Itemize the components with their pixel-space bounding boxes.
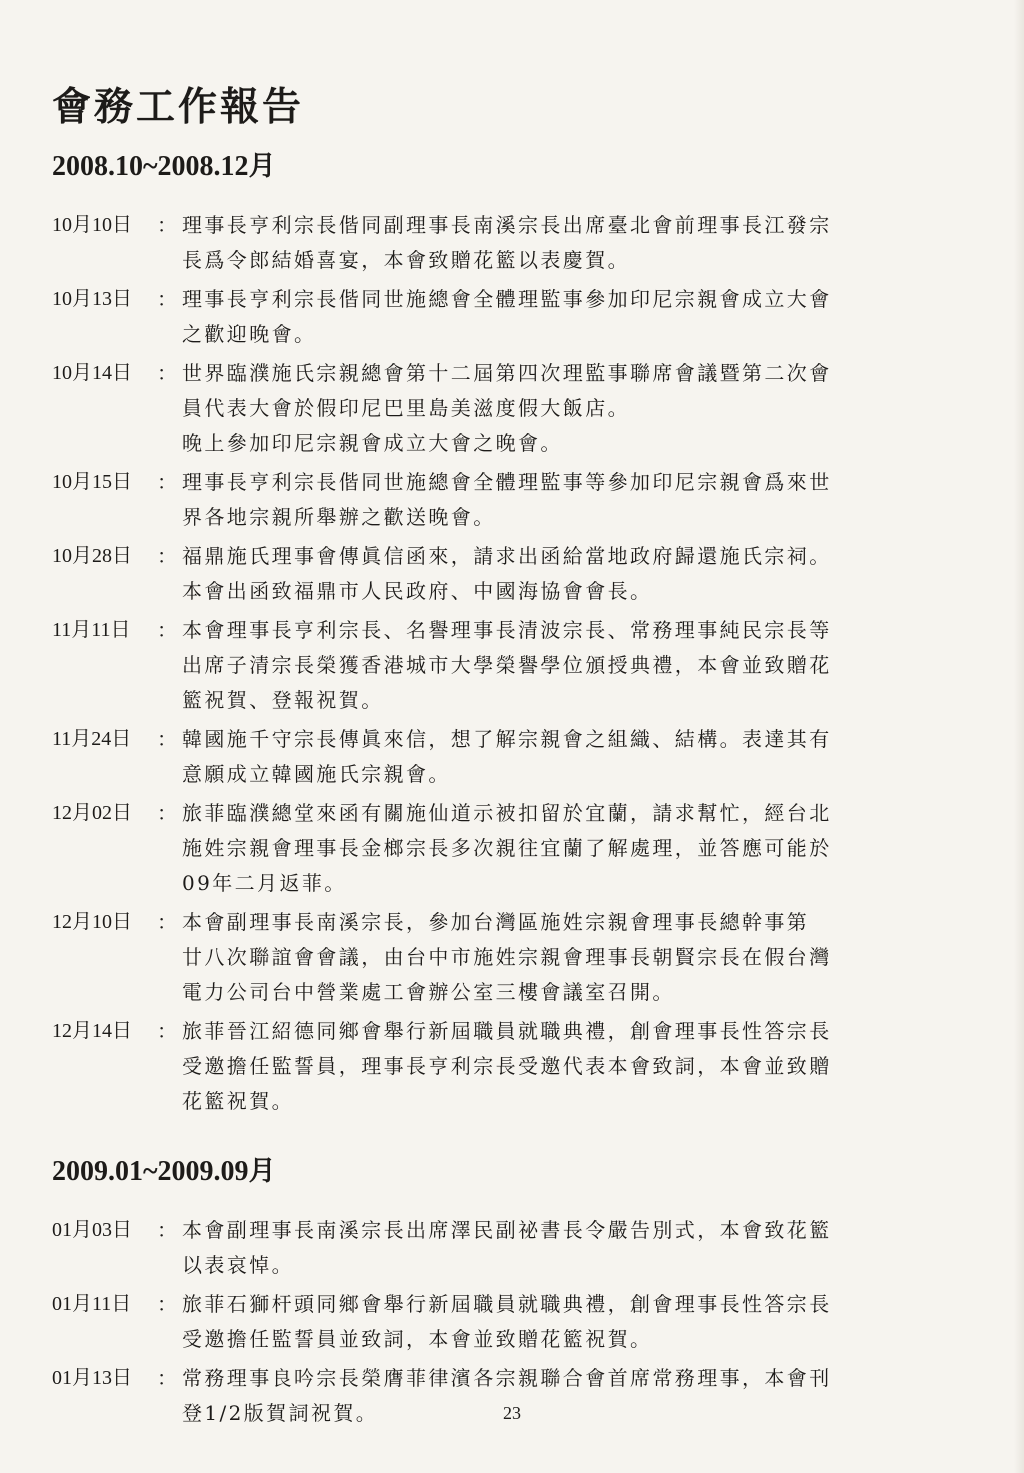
entry-text-line: 福鼎施氏理事會傳眞信函來，請求出函給當地政府歸還施氏宗祠。 — [182, 544, 832, 568]
entry-text-line: 理事長亨利宗長偕同世施總會全體理監事等參加印尼宗親會爲來世 — [182, 470, 832, 494]
entry-text — [178, 465, 942, 535]
list-item — [52, 282, 942, 352]
entry-text-line: 之歡迎晚會。 — [182, 322, 317, 346]
entry-separator: ： — [157, 1366, 177, 1390]
entry-text — [178, 905, 942, 1010]
entry-separator: ： — [157, 361, 177, 385]
entry-text-line: 出席子清宗長榮獲香港城市大學榮譽學位頒授典禮，本會並致贈花 — [182, 653, 832, 677]
page-binding-edge — [1014, 0, 1024, 1473]
section-period-heading — [52, 1155, 942, 1189]
entry-text-line: 09年二月返菲。 — [182, 871, 347, 895]
section-period-range: 2008.10~2008.12 — [52, 151, 249, 182]
entry-date: 01月11日 — [52, 1293, 132, 1315]
entry-text — [178, 796, 942, 901]
entry-text-line: 本會副理事長南溪宗長出席澤民副祕書長令嚴告別式，本會致花籃 — [182, 1218, 832, 1242]
list-item — [52, 208, 942, 278]
entry-date: 10月15日 — [52, 471, 132, 493]
entry-text-line: 旅菲晉江紹德同鄉會舉行新屆職員就職典禮，創會理事長性答宗長 — [182, 1019, 832, 1043]
entry-text-line: 晚上參加印尼宗親會成立大會之晚會。 — [182, 431, 563, 455]
entry-date: 12月14日 — [52, 1020, 132, 1042]
entry-text-line: 電力公司台中營業處工會辦公室三樓會議室召開。 — [182, 980, 675, 1004]
entry-separator: ： — [157, 1019, 177, 1043]
entry-list — [52, 1213, 942, 1431]
entry-separator: ： — [157, 801, 177, 825]
entry-separator: ： — [157, 213, 177, 237]
entry-text-line: 理事長亨利宗長偕同世施總會全體理監事參加印尼宗親會成立大會 — [182, 287, 832, 311]
document-page — [52, 84, 942, 1435]
entry-date: 11月11日 — [52, 619, 131, 641]
entry-text — [178, 282, 942, 352]
entry-text-line: 廿八次聯誼會會議，由台中市施姓宗親會理事長朝賢宗長在假台灣 — [182, 945, 832, 969]
entry-date: 10月10日 — [52, 214, 132, 236]
entry-text-line: 籃祝賀、登報祝賀。 — [182, 688, 384, 712]
entry-date: 10月14日 — [52, 362, 132, 384]
list-item — [52, 465, 942, 535]
entry-text — [178, 539, 942, 609]
entry-text-line: 登1/2版賀詞祝賀。 — [182, 1401, 379, 1425]
entry-separator: ： — [157, 1218, 177, 1242]
list-item — [52, 1213, 942, 1283]
page-number: 23 — [503, 1403, 521, 1423]
entry-text-line: 世界臨濮施氏宗親總會第十二屆第四次理監事聯席會議暨第二次會 — [182, 361, 832, 385]
entry-text — [178, 1213, 942, 1283]
entry-text-line: 韓國施千守宗長傳眞來信，想了解宗親會之組織、結構。表達其有 — [182, 727, 832, 751]
entry-date: 11月24日 — [52, 728, 132, 750]
entry-text-line: 理事長亨利宗長偕同副理事長南溪宗長出席臺北會前理事長江發宗 — [182, 213, 832, 237]
entry-text-line: 施姓宗親會理事長金榔宗長多次親往宜蘭了解處理，並答應可能於 — [182, 836, 832, 860]
list-item — [52, 613, 942, 718]
entry-text — [178, 1287, 942, 1357]
entry-text — [178, 613, 942, 718]
section-period-heading — [52, 150, 942, 184]
list-item — [52, 539, 942, 609]
entry-text-line: 本會出函致福鼎市人民政府、中國海協會會長。 — [182, 579, 653, 603]
entry-date: 10月28日 — [52, 545, 132, 567]
entry-separator: ： — [157, 544, 177, 568]
entry-date: 01月03日 — [52, 1219, 132, 1241]
section-period-range: 2009.01~2009.09 — [52, 1156, 249, 1187]
entry-date: 12月02日 — [52, 802, 132, 824]
list-item — [52, 905, 942, 1010]
report-sections — [52, 150, 942, 1431]
entry-date: 01月13日 — [52, 1367, 132, 1389]
entry-text — [178, 1014, 942, 1119]
entry-text-line: 意願成立韓國施氏宗親會。 — [182, 762, 451, 786]
entry-text-line: 長爲令郎結婚喜宴，本會致贈花籃以表慶賀。 — [182, 248, 630, 272]
entry-text — [178, 208, 942, 278]
list-item — [52, 1287, 942, 1357]
entry-text — [178, 356, 942, 461]
entry-text-line: 受邀擔任監誓員，理事長亨利宗長受邀代表本會致詞，本會並致贈 — [182, 1054, 832, 1078]
entry-separator: ： — [157, 910, 177, 934]
section-period-month-char: 月 — [248, 1156, 276, 1187]
report-section — [52, 150, 942, 1119]
entry-separator: ： — [157, 618, 177, 642]
entry-separator: ： — [157, 727, 177, 751]
report-section — [52, 1155, 942, 1431]
entry-list — [52, 208, 942, 1119]
entry-text — [178, 722, 942, 792]
entry-text-line: 本會副理事長南溪宗長，參加台灣區施姓宗親會理事長總幹事第 — [182, 910, 810, 934]
entry-separator: ： — [157, 470, 177, 494]
list-item — [52, 722, 942, 792]
entry-text-line: 以表哀悼。 — [182, 1253, 294, 1277]
entry-separator: ： — [157, 287, 177, 311]
section-period-month-char: 月 — [248, 151, 276, 182]
page-title: 會務工作報告 — [52, 85, 305, 130]
entry-date: 10月13日 — [52, 288, 132, 310]
entry-text-line: 常務理事良吟宗長榮膺菲律濱各宗親聯合會首席常務理事，本會刊 — [182, 1366, 832, 1390]
entry-text-line: 本會理事長亨利宗長、名譽理事長清波宗長、常務理事純民宗長等 — [182, 618, 832, 642]
entry-text-line: 旅菲石獅杆頭同鄉會舉行新屆職員就職典禮，創會理事長性答宗長 — [182, 1292, 832, 1316]
entry-text-line: 花籃祝賀。 — [182, 1089, 294, 1113]
entry-date: 12月10日 — [52, 911, 132, 933]
list-item — [52, 356, 942, 461]
entry-text-line: 受邀擔任監誓員並致詞，本會並致贈花籃祝賀。 — [182, 1327, 653, 1351]
entry-text-line: 界各地宗親所舉辦之歡送晚會。 — [182, 505, 496, 529]
entry-text-line: 旅菲臨濮總堂來函有關施仙道示被扣留於宜蘭，請求幫忙，經台北 — [182, 801, 832, 825]
entry-separator: ： — [157, 1292, 177, 1316]
list-item — [52, 796, 942, 901]
entry-text-line: 員代表大會於假印尼巴里島美滋度假大飯店。 — [182, 396, 630, 420]
list-item — [52, 1014, 942, 1119]
